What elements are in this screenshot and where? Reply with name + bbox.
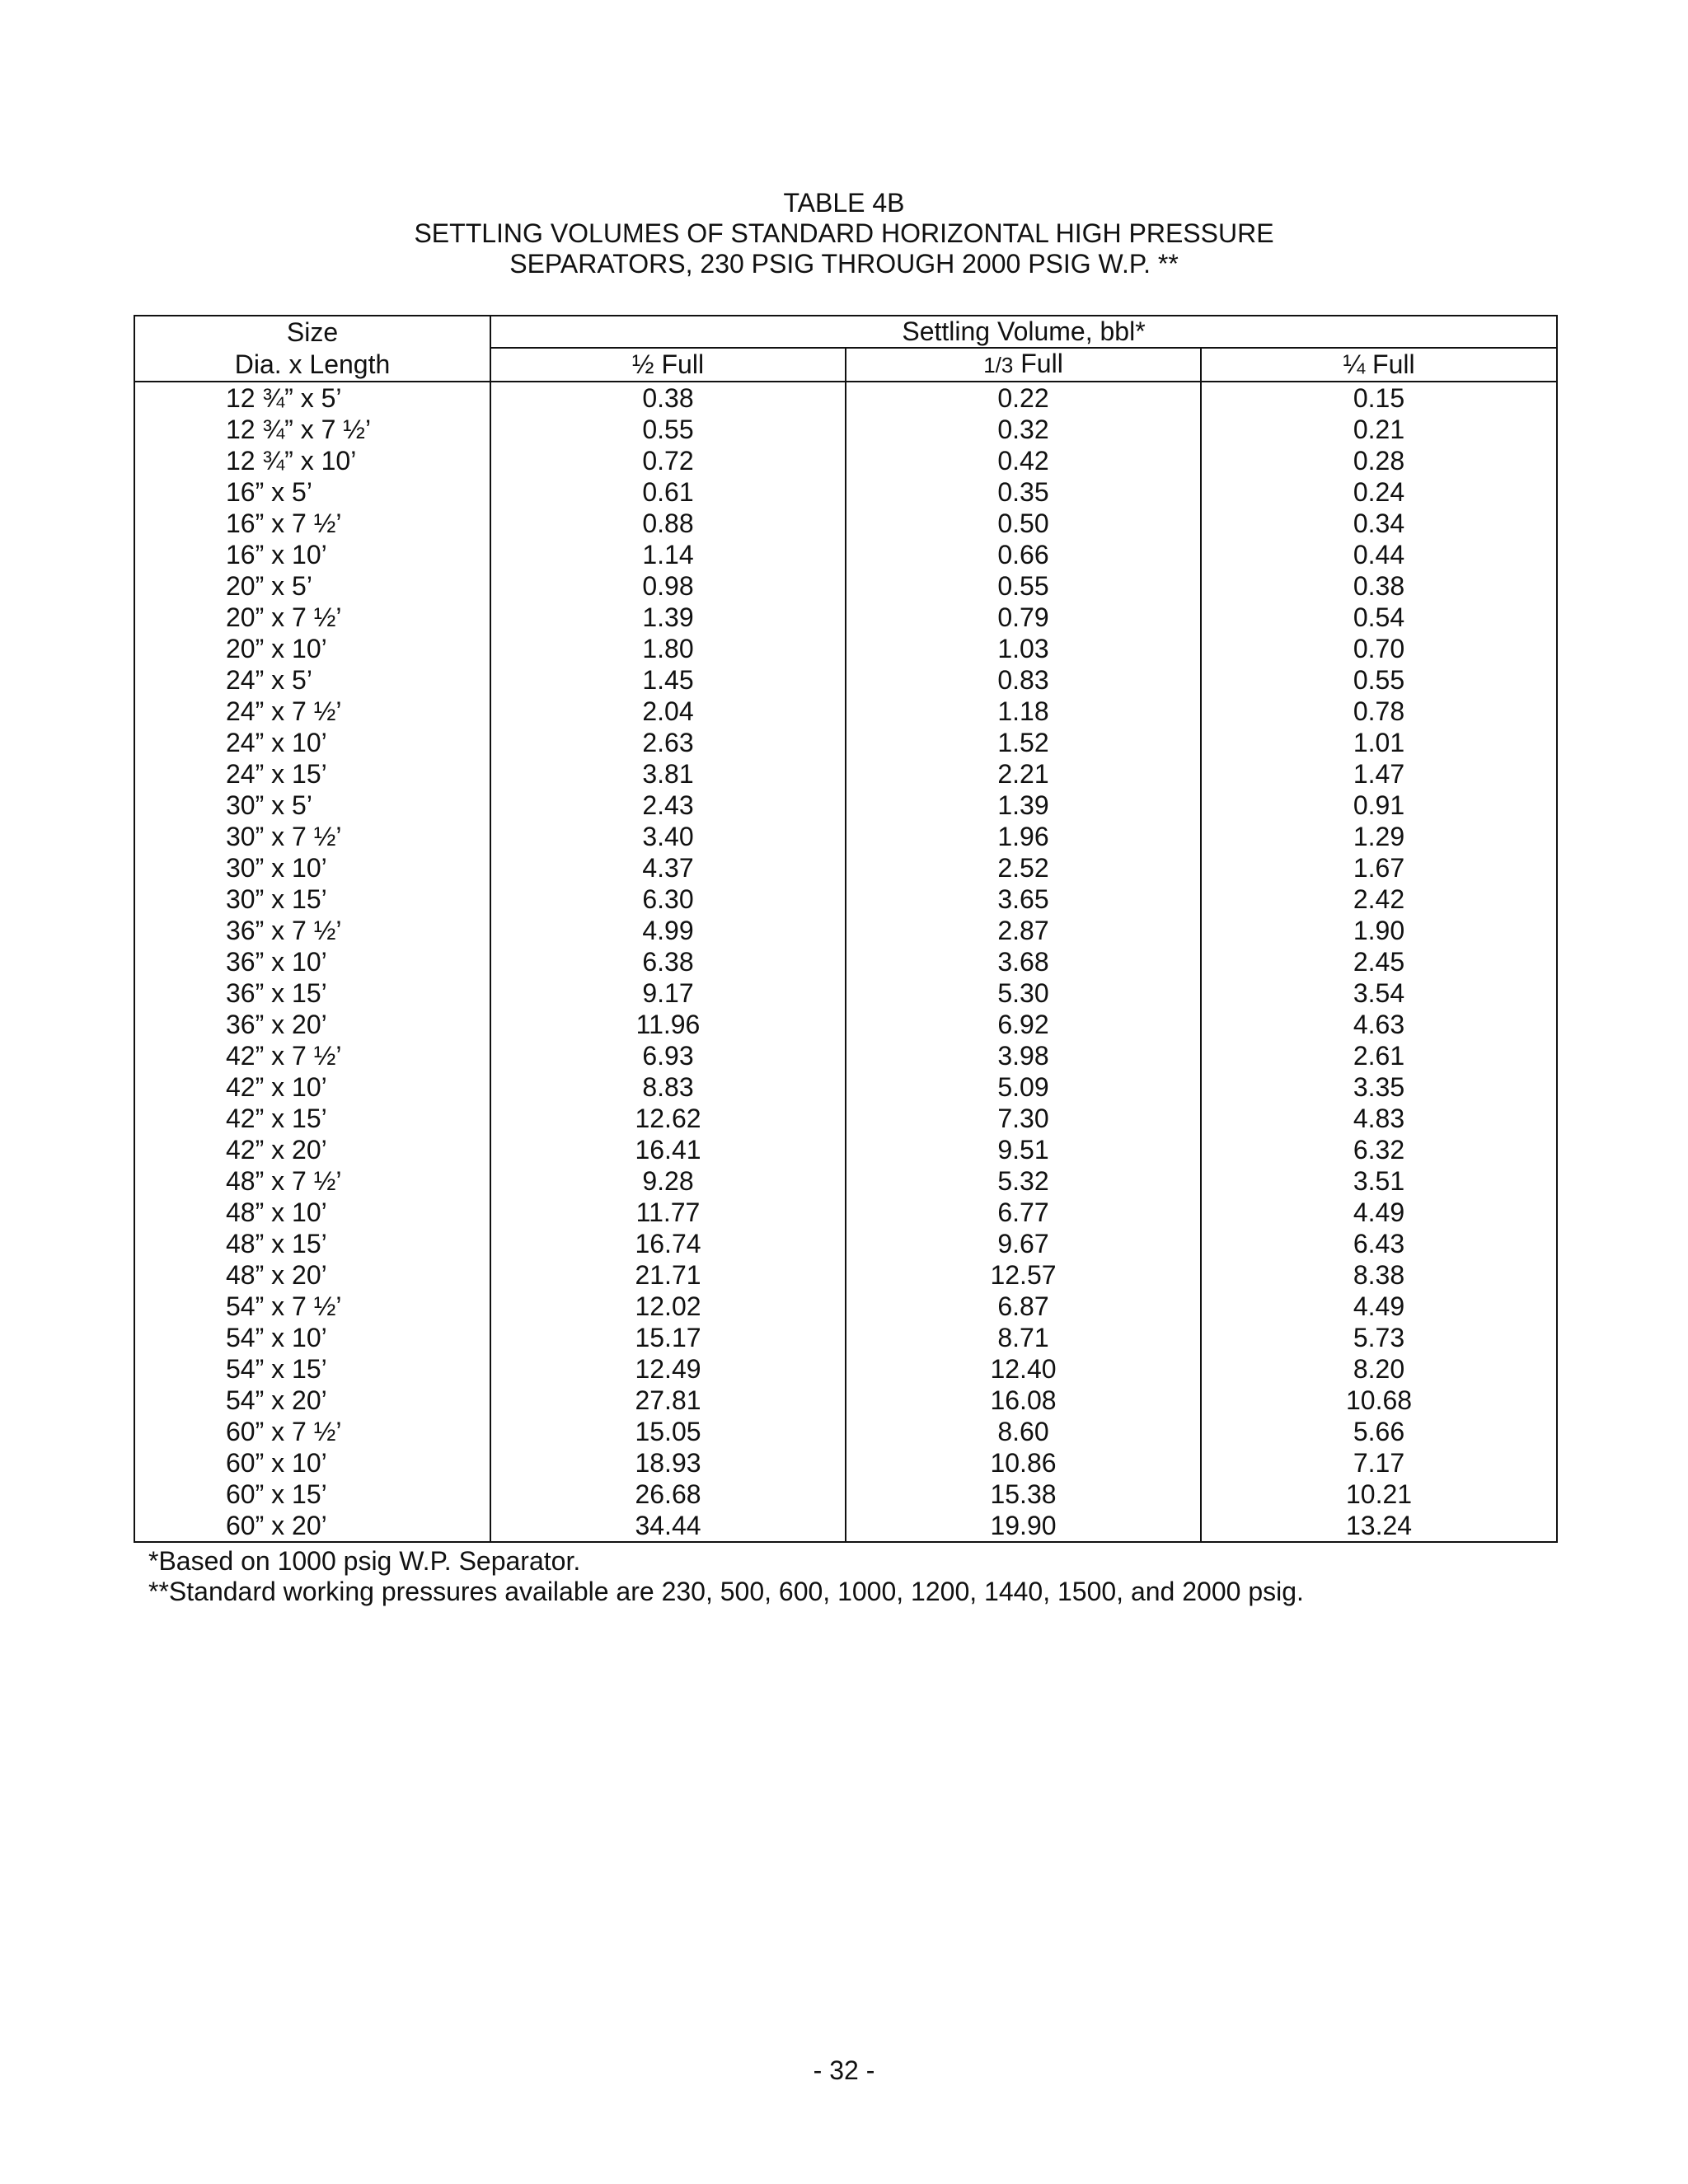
table-row [134,476,1557,508]
table-row [134,1416,1557,1447]
size-cell: 48” x 20’ [134,1259,490,1291]
half-full-cell: 6.38 [490,946,846,977]
half-full-cell: 1.45 [490,664,846,696]
quarter-full-cell: 3.54 [1201,977,1557,1009]
half-full-cell: 0.88 [490,508,846,539]
size-cell: 48” x 10’ [134,1197,490,1228]
half-full-cell: 6.30 [490,883,846,915]
half-full-cell: 18.93 [490,1447,846,1479]
table-row [134,382,1557,414]
table-row [134,852,1557,883]
quarter-full-cell: 10.68 [1201,1385,1557,1416]
size-cell: 48” x 7 ½’ [134,1165,490,1197]
third-full-cell: 3.98 [846,1040,1201,1071]
table-row [134,1447,1557,1479]
quarter-full-cell: 0.28 [1201,445,1557,476]
size-cell: 42” x 7 ½’ [134,1040,490,1071]
third-full-label: Full [1013,349,1063,378]
footnote-double-asterisk: **Standard working pressures available are 230, 500, 600, 1000, 1200, 1440, 1500, and 2000 psig. [148,1577,1304,1606]
quarter-full-cell: 0.38 [1201,570,1557,602]
size-cell: 36” x 20’ [134,1009,490,1040]
table-row [134,1353,1557,1385]
half-full-cell: 9.17 [490,977,846,1009]
third-full-cell: 6.92 [846,1009,1201,1040]
table-row [134,946,1557,977]
dia-length-header: Dia. x Length [134,348,490,382]
table-row [134,539,1557,570]
quarter-full-cell: 10.21 [1201,1479,1557,1510]
half-full-cell: 1.14 [490,539,846,570]
quarter-full-cell: 0.15 [1201,382,1557,414]
quarter-full-cell: 8.20 [1201,1353,1557,1385]
half-full-cell: 2.63 [490,727,846,758]
third-full-cell: 1.96 [846,821,1201,852]
quarter-full-cell: 2.61 [1201,1040,1557,1071]
third-full-cell: 5.09 [846,1071,1201,1103]
half-full-cell: 4.99 [490,915,846,946]
size-cell: 60” x 10’ [134,1447,490,1479]
size-cell: 12 ¾” x 5’ [134,382,490,414]
footnote-single-asterisk: *Based on 1000 psig W.P. Separator. [148,1546,581,1576]
half-full-cell: 9.28 [490,1165,846,1197]
third-full-cell: 3.68 [846,946,1201,977]
half-full-cell: 34.44 [490,1510,846,1542]
half-full-cell: 15.05 [490,1416,846,1447]
third-full-cell: 12.40 [846,1353,1201,1385]
half-full-cell: 27.81 [490,1385,846,1416]
page-number: - 32 - [813,2055,875,2085]
quarter-full-cell: 1.90 [1201,915,1557,946]
half-full-cell: 2.04 [490,696,846,727]
third-full-cell: 16.08 [846,1385,1201,1416]
size-cell: 16” x 10’ [134,539,490,570]
half-full-cell: 8.83 [490,1071,846,1103]
table-row [134,977,1557,1009]
table-row [134,570,1557,602]
quarter-full-cell: 1.67 [1201,852,1557,883]
size-cell: 30” x 15’ [134,883,490,915]
table-row [134,508,1557,539]
table-row [134,1385,1557,1416]
settling-volume-header: Settling Volume, bbl* [490,316,1557,348]
half-full-cell: 11.96 [490,1009,846,1040]
third-full-cell: 0.22 [846,382,1201,414]
third-full-cell: 3.65 [846,883,1201,915]
half-full-cell: 1.39 [490,602,846,633]
size-cell: 20” x 7 ½’ [134,602,490,633]
quarter-full-cell: 0.24 [1201,476,1557,508]
half-full-cell: 0.61 [490,476,846,508]
table-row [134,1197,1557,1228]
half-full-cell: 26.68 [490,1479,846,1510]
table-row [134,1291,1557,1322]
half-full-cell: 16.41 [490,1134,846,1165]
third-full-cell: 0.83 [846,664,1201,696]
quarter-full-header: ¼ Full [1201,348,1557,382]
table-row [134,633,1557,664]
third-full-cell: 2.87 [846,915,1201,946]
table-title-block [0,188,1688,279]
table-row [134,1103,1557,1134]
quarter-full-cell: 4.49 [1201,1197,1557,1228]
half-full-cell: 12.49 [490,1353,846,1385]
quarter-full-cell: 1.47 [1201,758,1557,790]
quarter-full-cell: 0.70 [1201,633,1557,664]
quarter-full-cell: 1.01 [1201,727,1557,758]
quarter-full-cell: 0.34 [1201,508,1557,539]
table-row [134,1322,1557,1353]
table-row [134,445,1557,476]
third-full-cell: 1.03 [846,633,1201,664]
size-cell: 60” x 15’ [134,1479,490,1510]
table-row [134,1040,1557,1071]
third-full-cell: 9.67 [846,1228,1201,1259]
size-cell: 54” x 15’ [134,1353,490,1385]
size-cell: 24” x 7 ½’ [134,696,490,727]
third-full-cell: 2.21 [846,758,1201,790]
third-full-cell: 8.60 [846,1416,1201,1447]
half-full-cell: 3.40 [490,821,846,852]
third-full-cell: 12.57 [846,1259,1201,1291]
third-full-cell: 19.90 [846,1510,1201,1542]
size-cell: 54” x 7 ½’ [134,1291,490,1322]
quarter-full-cell: 2.45 [1201,946,1557,977]
table-row [134,790,1557,821]
quarter-full-cell: 13.24 [1201,1510,1557,1542]
table-row [134,1510,1557,1542]
third-full-cell: 2.52 [846,852,1201,883]
half-full-cell: 0.55 [490,414,846,445]
third-full-cell: 8.71 [846,1322,1201,1353]
quarter-full-cell: 7.17 [1201,1447,1557,1479]
size-cell: 42” x 15’ [134,1103,490,1134]
table-row [134,1228,1557,1259]
table-row [134,664,1557,696]
size-cell: 36” x 7 ½’ [134,915,490,946]
quarter-full-cell: 0.78 [1201,696,1557,727]
size-cell: 30” x 7 ½’ [134,821,490,852]
size-cell: 54” x 20’ [134,1385,490,1416]
table-row [134,414,1557,445]
size-cell: 12 ¾” x 10’ [134,445,490,476]
size-cell: 24” x 10’ [134,727,490,758]
third-fraction: 1/3 [983,353,1014,377]
half-full-cell: 16.74 [490,1228,846,1259]
size-header: Size [134,316,490,348]
table-row [134,883,1557,915]
third-full-cell: 6.77 [846,1197,1201,1228]
half-full-cell: 12.62 [490,1103,846,1134]
size-cell: 42” x 10’ [134,1071,490,1103]
size-cell: 60” x 7 ½’ [134,1416,490,1447]
third-full-cell: 0.35 [846,476,1201,508]
size-cell: 36” x 15’ [134,977,490,1009]
third-full-cell: 15.38 [846,1479,1201,1510]
quarter-full-cell: 5.73 [1201,1322,1557,1353]
third-full-cell: 9.51 [846,1134,1201,1165]
size-cell: 12 ¾” x 7 ½’ [134,414,490,445]
third-full-header [846,348,1201,382]
third-full-cell: 0.55 [846,570,1201,602]
size-cell: 60” x 20’ [134,1510,490,1542]
table-title-line-2: SEPARATORS, 230 PSIG THROUGH 2000 PSIG W.P. ** [509,249,1179,279]
third-full-cell: 5.32 [846,1165,1201,1197]
third-full-cell: 7.30 [846,1103,1201,1134]
quarter-full-cell: 0.21 [1201,414,1557,445]
table-row [134,1134,1557,1165]
quarter-full-cell: 4.83 [1201,1103,1557,1134]
quarter-full-cell: 4.63 [1201,1009,1557,1040]
size-cell: 36” x 10’ [134,946,490,977]
size-cell: 16” x 7 ½’ [134,508,490,539]
settling-volume-table [134,315,1558,1543]
third-full-cell: 1.18 [846,696,1201,727]
quarter-full-cell: 6.43 [1201,1228,1557,1259]
third-full-cell: 5.30 [846,977,1201,1009]
table-row [134,727,1557,758]
size-cell: 30” x 10’ [134,852,490,883]
table-row [134,1009,1557,1040]
half-full-cell: 11.77 [490,1197,846,1228]
table-row [134,758,1557,790]
third-full-cell: 1.39 [846,790,1201,821]
size-cell: 24” x 15’ [134,758,490,790]
size-cell: 42” x 20’ [134,1134,490,1165]
quarter-full-cell: 1.29 [1201,821,1557,852]
table-row [134,602,1557,633]
half-full-cell: 0.38 [490,382,846,414]
half-full-cell: 0.72 [490,445,846,476]
half-full-cell: 0.98 [490,570,846,602]
third-full-cell: 0.79 [846,602,1201,633]
size-cell: 20” x 10’ [134,633,490,664]
quarter-full-cell: 0.44 [1201,539,1557,570]
half-full-cell: 15.17 [490,1322,846,1353]
table-row [134,915,1557,946]
size-cell: 30” x 5’ [134,790,490,821]
quarter-full-cell: 2.42 [1201,883,1557,915]
half-full-cell: 3.81 [490,758,846,790]
table-body [134,382,1557,1542]
third-full-cell: 0.42 [846,445,1201,476]
table-title-line-1: SETTLING VOLUMES OF STANDARD HORIZONTAL HIGH PRESSURE [414,218,1274,248]
size-cell: 54” x 10’ [134,1322,490,1353]
third-full-cell: 0.66 [846,539,1201,570]
quarter-full-cell: 3.35 [1201,1071,1557,1103]
table-row [134,1479,1557,1510]
size-cell: 48” x 15’ [134,1228,490,1259]
size-cell: 24” x 5’ [134,664,490,696]
quarter-full-cell: 6.32 [1201,1134,1557,1165]
table-number: TABLE 4B [783,188,905,218]
size-cell: 16” x 5’ [134,476,490,508]
quarter-full-cell: 8.38 [1201,1259,1557,1291]
quarter-full-cell: 0.54 [1201,602,1557,633]
table-row [134,821,1557,852]
quarter-full-cell: 0.91 [1201,790,1557,821]
half-full-cell: 21.71 [490,1259,846,1291]
table-row [134,1259,1557,1291]
half-full-cell: 2.43 [490,790,846,821]
half-full-cell: 4.37 [490,852,846,883]
third-full-cell: 10.86 [846,1447,1201,1479]
half-full-header: ½ Full [490,348,846,382]
third-full-cell: 0.50 [846,508,1201,539]
half-full-cell: 12.02 [490,1291,846,1322]
table-notes [148,1546,1304,1607]
third-full-cell: 6.87 [846,1291,1201,1322]
third-full-cell: 0.32 [846,414,1201,445]
table-row [134,1165,1557,1197]
table-row [134,696,1557,727]
size-cell: 20” x 5’ [134,570,490,602]
half-full-cell: 1.80 [490,633,846,664]
table-row [134,1071,1557,1103]
third-full-cell: 1.52 [846,727,1201,758]
half-full-cell: 6.93 [490,1040,846,1071]
quarter-full-cell: 4.49 [1201,1291,1557,1322]
quarter-full-cell: 3.51 [1201,1165,1557,1197]
quarter-full-cell: 0.55 [1201,664,1557,696]
quarter-full-cell: 5.66 [1201,1416,1557,1447]
